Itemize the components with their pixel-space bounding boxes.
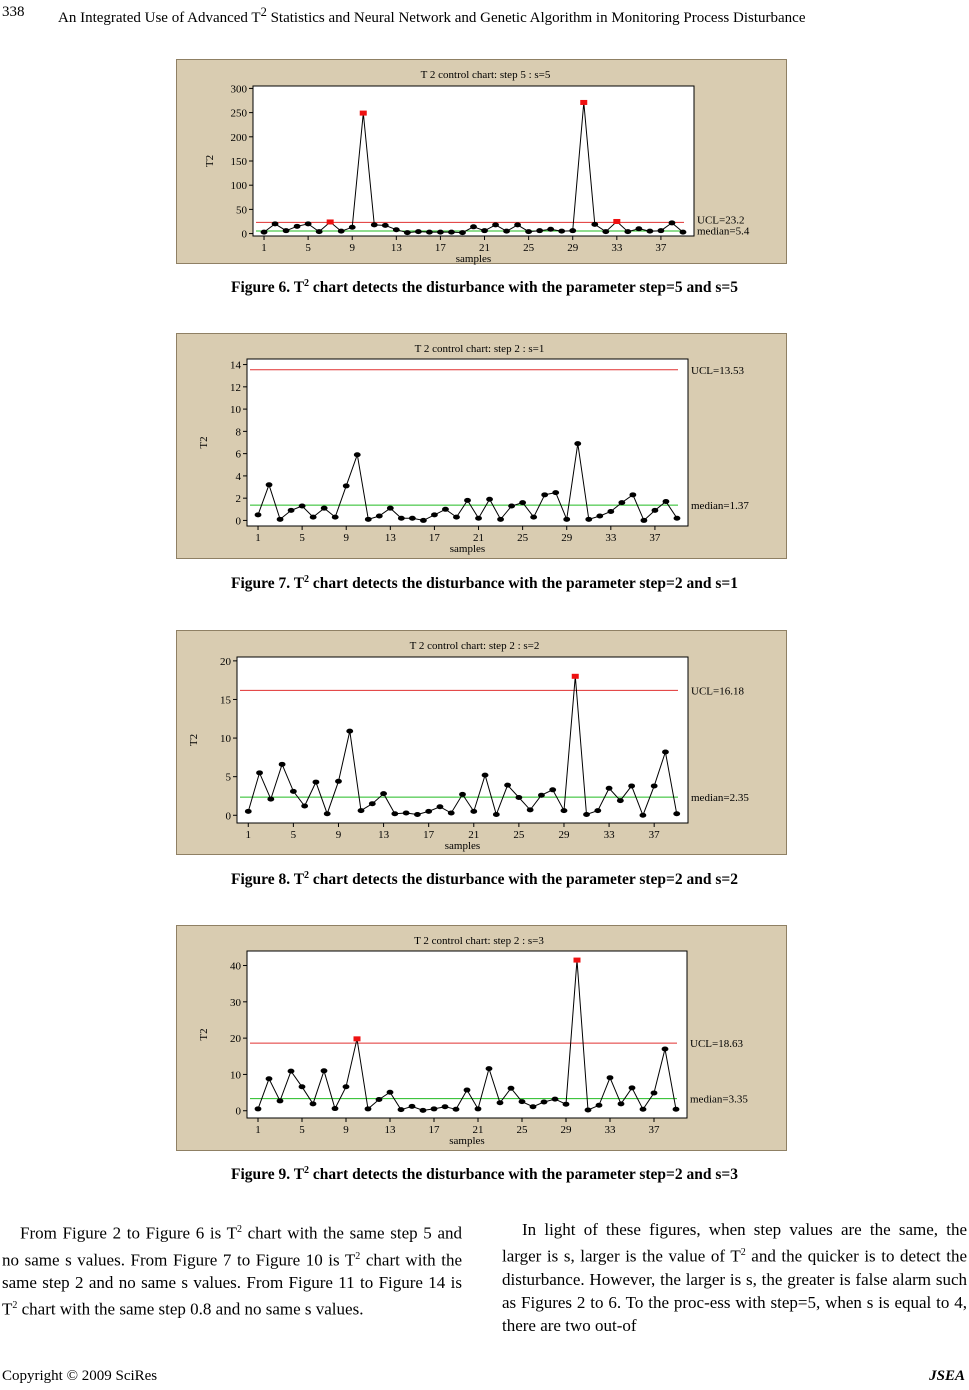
median-label: median=3.35: [690, 1093, 748, 1106]
data-point: [279, 762, 286, 767]
data-point: [453, 515, 460, 520]
y-tick-label: 0: [225, 810, 231, 823]
data-point: [530, 515, 537, 520]
data-point: [277, 1098, 284, 1103]
data-point: [536, 228, 543, 233]
x-tick-label: 5: [290, 829, 297, 841]
plot-area: [253, 86, 694, 236]
data-point: [343, 483, 350, 488]
paragraph-text: chart with the same step 2 and no same s values. From Figure 11 to Figure 14 is T: [2, 1250, 462, 1319]
data-point: [380, 791, 387, 796]
data-point: [547, 227, 554, 232]
x-tick-label: 37: [649, 532, 661, 544]
data-point: [420, 518, 427, 523]
y-tick-label: 20: [220, 655, 231, 668]
ucl-label: UCL=16.18: [691, 685, 744, 698]
data-point: [431, 512, 438, 517]
data-point: [541, 1100, 548, 1105]
y-tick-label: 6: [235, 448, 241, 461]
x-tick-label: 25: [523, 242, 535, 254]
chart-svg: [177, 926, 788, 1152]
data-point: [569, 228, 576, 233]
data-point: [369, 801, 376, 806]
x-axis-label: samples: [449, 1135, 485, 1147]
data-point: [442, 1104, 449, 1109]
data-point: [607, 509, 614, 514]
data-point: [641, 518, 648, 523]
x-tick-label: 33: [604, 1124, 616, 1136]
y-axis-label: T2: [204, 154, 216, 168]
data-point: [404, 230, 411, 235]
y-tick-label: 0: [235, 515, 241, 528]
y-tick-label: 8: [235, 426, 241, 439]
y-tick-label: 14: [230, 359, 241, 372]
data-point: [261, 230, 268, 235]
data-point: [382, 223, 389, 228]
data-point: [508, 503, 515, 508]
data-point: [464, 498, 471, 503]
data-point: [448, 230, 455, 235]
data-point: [629, 1085, 636, 1090]
x-tick-label: 1: [255, 1124, 261, 1136]
data-point: [574, 441, 581, 446]
data-point: [310, 1101, 317, 1106]
x-tick-label: 37: [655, 242, 667, 254]
x-tick-label: 33: [605, 532, 617, 544]
data-point: [409, 516, 416, 521]
footer-copyright: Copyright © 2009 SciRes: [2, 1368, 158, 1384]
y-tick-label: 12: [230, 381, 241, 394]
y-axis-label: T2: [188, 733, 200, 747]
y-tick-label: 50: [236, 204, 247, 217]
data-point: [437, 804, 444, 809]
data-point: [618, 1101, 625, 1106]
ucl-label: UCL=18.63: [690, 1038, 743, 1051]
data-point: [266, 482, 273, 487]
data-point: [607, 1075, 614, 1080]
x-tick-label: 5: [299, 1124, 305, 1136]
data-point: [618, 500, 625, 505]
data-point: [492, 222, 499, 227]
y-tick-label: 150: [230, 156, 247, 168]
data-point: [398, 1107, 405, 1112]
running-title: An Integrated Use of Advanced $T^2$ Statistics and Neural Network and Genetic Algorithm in Monitoring Process Disturbance: [58, 5, 806, 26]
x-tick-label: 9: [335, 829, 342, 841]
data-point: [504, 783, 511, 788]
y-tick-label: 15: [220, 694, 231, 707]
data-point: [256, 770, 263, 775]
data-point: [497, 1100, 504, 1105]
paragraph-text: In light of these figures, when step values are the same, the larger is s, larger is the value of T: [502, 1220, 967, 1266]
figure-7-chart: [176, 333, 787, 559]
data-point: [596, 513, 603, 518]
ucl-label: UCL=23.2: [697, 214, 745, 227]
out-of-control-point: [354, 1036, 361, 1041]
figure-7-caption: Figure 7. $T^2$ chart detects the disturbance with the parameter step=2 and s=1: [230, 574, 738, 593]
y-tick-label: 0: [235, 1105, 241, 1118]
data-point: [470, 224, 477, 229]
data-point: [673, 1107, 680, 1112]
out-of-control-point: [580, 100, 587, 105]
x-tick-label: 1: [255, 532, 261, 544]
data-point: [376, 1097, 383, 1102]
data-point: [482, 773, 489, 778]
data-point: [415, 229, 422, 234]
figure-8-chart: [176, 630, 787, 855]
y-axis-label: T2: [198, 436, 210, 449]
data-point: [365, 517, 372, 522]
x-tick-label: 17: [428, 532, 440, 544]
running-header: [0, 2, 969, 24]
data-point: [527, 807, 534, 812]
data-point: [376, 513, 383, 518]
data-point: [585, 1108, 592, 1113]
data-point: [519, 500, 526, 505]
data-point: [658, 228, 665, 233]
data-point: [316, 229, 323, 234]
x-tick-label: 17: [428, 1124, 440, 1136]
data-point: [321, 1068, 328, 1073]
x-tick-label: 37: [648, 829, 660, 841]
data-point: [387, 506, 394, 511]
data-point: [414, 812, 421, 817]
data-point: [459, 230, 466, 235]
data-point: [420, 1108, 427, 1113]
data-point: [628, 783, 635, 788]
data-point: [403, 810, 410, 815]
y-axis-label: T2: [198, 1028, 210, 1041]
x-tick-label: 9: [343, 532, 349, 544]
data-point: [514, 222, 521, 227]
data-point: [305, 221, 312, 226]
data-point: [391, 811, 398, 816]
data-point: [629, 492, 636, 497]
plot-area: [247, 951, 687, 1118]
data-point: [583, 812, 590, 817]
data-point: [335, 779, 342, 784]
data-point: [475, 516, 482, 521]
x-tick-label: 9: [343, 1124, 349, 1136]
x-tick-label: 13: [384, 1124, 396, 1136]
plot-area: [237, 657, 688, 823]
data-point: [294, 224, 301, 229]
data-point: [464, 1088, 471, 1093]
data-point: [552, 490, 559, 495]
x-tick-label: 25: [516, 1124, 528, 1136]
body-left-column: [2, 1218, 462, 1321]
page-number: 338: [2, 4, 25, 20]
data-point: [267, 797, 274, 802]
median-label: median=5.4: [697, 225, 750, 238]
data-point: [349, 225, 356, 230]
y-tick-label: 2: [235, 493, 241, 506]
y-tick-label: 200: [230, 131, 247, 144]
data-point: [596, 1103, 603, 1108]
data-point: [346, 729, 353, 734]
data-point: [321, 506, 328, 511]
data-point: [277, 517, 284, 522]
x-axis-label: samples: [455, 253, 492, 265]
data-point: [662, 749, 669, 754]
data-point: [343, 1084, 350, 1089]
data-point: [431, 1106, 438, 1111]
data-point: [549, 787, 556, 792]
data-point: [515, 795, 522, 800]
data-point: [585, 517, 592, 522]
data-point: [299, 1084, 306, 1089]
x-tick-label: 17: [423, 829, 435, 841]
data-point: [606, 786, 613, 791]
data-point: [272, 221, 279, 226]
data-point: [354, 452, 361, 457]
data-point: [486, 497, 493, 502]
y-tick-label: 4: [235, 470, 241, 483]
paragraph-text: chart with the same step 5 and no same s values. From Figure 7 to Figure 10 is T: [2, 1223, 463, 1270]
data-point: [332, 515, 339, 520]
data-point: [453, 1107, 460, 1112]
x-tick-label: 29: [567, 242, 579, 254]
chart-title: T 2 control chart: step 5 : s=5: [420, 69, 551, 81]
x-tick-label: 25: [517, 532, 529, 544]
data-point: [669, 220, 676, 225]
x-tick-label: 37: [648, 1124, 660, 1136]
superscript: 2: [12, 1300, 18, 1312]
figure-6-chart: [176, 59, 787, 264]
data-point: [635, 226, 642, 231]
data-point: [594, 808, 601, 813]
data-point: [371, 222, 378, 227]
data-point: [338, 229, 345, 234]
y-tick-label: 5: [225, 771, 231, 784]
data-point: [591, 222, 598, 227]
data-point: [519, 1099, 526, 1104]
chart-svg: [177, 631, 788, 856]
data-point: [673, 811, 680, 816]
y-tick-label: 10: [230, 404, 241, 417]
y-tick-label: 30: [230, 996, 241, 1009]
data-point: [525, 229, 532, 234]
out-of-control-point: [613, 219, 620, 224]
data-point: [552, 1097, 559, 1102]
median-label: median=2.35: [691, 792, 749, 805]
data-point: [538, 793, 545, 798]
data-point: [470, 809, 477, 814]
data-point: [508, 1086, 515, 1091]
figure-9-caption: Figure 9. $T^2$ chart detects the disturbance with the parameter step=2 and s=3: [230, 1165, 738, 1184]
x-tick-label: 5: [305, 242, 311, 254]
y-tick-label: 250: [230, 107, 247, 120]
data-point: [283, 228, 290, 233]
data-point: [288, 1069, 295, 1074]
data-point: [301, 804, 308, 809]
data-point: [299, 503, 306, 508]
out-of-control-point: [574, 958, 581, 963]
data-point: [358, 808, 365, 813]
data-point: [640, 813, 647, 818]
chart-title: T 2 control chart: step 2 : s=1: [414, 343, 545, 355]
x-axis-label: samples: [449, 543, 486, 555]
data-point: [365, 1106, 372, 1111]
data-point: [662, 1047, 669, 1052]
x-tick-label: 21: [468, 829, 480, 841]
out-of-control-point: [360, 111, 367, 116]
y-tick-label: 20: [230, 1033, 241, 1046]
x-tick-label: 9: [349, 242, 355, 254]
data-point: [255, 512, 262, 517]
x-tick-label: 13: [384, 532, 396, 544]
data-point: [624, 229, 631, 234]
x-tick-label: 21: [479, 242, 491, 254]
data-point: [558, 229, 565, 234]
y-tick-label: 100: [230, 180, 247, 193]
x-tick-label: 29: [558, 829, 570, 841]
data-point: [255, 1106, 262, 1111]
figure-8-caption: Figure 8. $T^2$ chart detects the disturbance with the parameter step=2 and s=2: [230, 870, 738, 889]
data-point: [313, 780, 320, 785]
data-point: [674, 516, 681, 521]
out-of-control-point: [327, 219, 334, 224]
data-point: [497, 517, 504, 522]
data-point: [448, 810, 455, 815]
x-tick-label: 13: [390, 242, 402, 254]
x-tick-label: 29: [561, 532, 573, 544]
data-point: [442, 507, 449, 512]
paragraph-text: From Figure 2 to Figure 6 is T: [20, 1223, 237, 1243]
superscript: 2: [355, 1250, 361, 1262]
chart-svg: [177, 60, 788, 265]
y-tick-label: 300: [230, 83, 247, 96]
data-point: [651, 783, 658, 788]
data-point: [541, 492, 548, 497]
data-point: [680, 230, 687, 235]
data-point: [617, 798, 624, 803]
data-point: [409, 1104, 416, 1109]
x-axis-label: samples: [444, 840, 481, 852]
data-point: [486, 1066, 493, 1071]
footer-journal: JSEA: [929, 1368, 965, 1384]
data-point: [652, 508, 659, 513]
y-tick-label: 10: [230, 1069, 241, 1082]
y-tick-label: 0: [241, 228, 247, 241]
x-tick-label: 25: [513, 829, 525, 841]
data-point: [563, 1102, 570, 1107]
data-point: [290, 789, 297, 794]
y-tick-label: 40: [230, 960, 241, 973]
data-point: [310, 515, 317, 520]
x-tick-label: 17: [434, 242, 446, 254]
data-point: [493, 812, 500, 817]
median-label: median=1.37: [691, 500, 749, 513]
chart-svg: [177, 334, 788, 560]
data-point: [561, 808, 568, 813]
data-point: [459, 792, 466, 797]
data-point: [324, 811, 331, 816]
data-point: [393, 227, 400, 232]
superscript: 2: [740, 1247, 746, 1258]
paragraph-text: and the quicker is to detect the disturbance. However, the larger is s, the greater is false alarm such as Figures 2 to 6. To the proc-ess with step=5, when s is equal to 4, there are two out-of: [502, 1246, 967, 1335]
data-point: [640, 1107, 647, 1112]
data-point: [288, 508, 295, 513]
x-tick-label: 5: [299, 532, 305, 544]
ucl-label: UCL=13.53: [691, 364, 744, 377]
x-tick-label: 13: [378, 829, 390, 841]
data-point: [387, 1090, 394, 1095]
data-point: [398, 516, 405, 521]
x-tick-label: 33: [603, 829, 615, 841]
chart-title: T 2 control chart: step 2 : s=2: [409, 640, 540, 652]
figure-9-chart: [176, 925, 787, 1151]
x-tick-label: 1: [261, 242, 267, 254]
data-point: [437, 230, 444, 235]
data-point: [425, 809, 432, 814]
figure-6-caption: Figure 6. $T^2$ chart detects the disturbance with the parameter step=5 and s=5: [230, 278, 738, 297]
data-point: [266, 1076, 273, 1081]
y-tick-label: 10: [220, 733, 231, 746]
out-of-control-point: [572, 674, 579, 679]
data-point: [647, 229, 654, 234]
x-tick-label: 1: [245, 829, 252, 841]
data-point: [602, 229, 609, 234]
data-point: [426, 230, 433, 235]
x-tick-label: 33: [611, 242, 623, 254]
chart-title: T 2 control chart: step 2 : s=3: [414, 935, 544, 947]
x-tick-label: 21: [472, 1124, 484, 1136]
data-point: [475, 1106, 482, 1111]
data-point: [663, 499, 670, 504]
x-tick-label: 29: [560, 1124, 572, 1136]
body-right-column: [502, 1218, 967, 1337]
data-point: [503, 229, 510, 234]
x-tick-label: 21: [473, 532, 485, 544]
data-point: [332, 1106, 339, 1111]
data-point: [651, 1090, 658, 1095]
paragraph-text: chart with the same step 0.8 and no same s values.: [17, 1299, 364, 1319]
data-point: [563, 517, 570, 522]
data-point: [530, 1104, 537, 1109]
data-point: [481, 228, 488, 233]
superscript: 2: [236, 1224, 242, 1235]
data-point: [245, 809, 252, 814]
